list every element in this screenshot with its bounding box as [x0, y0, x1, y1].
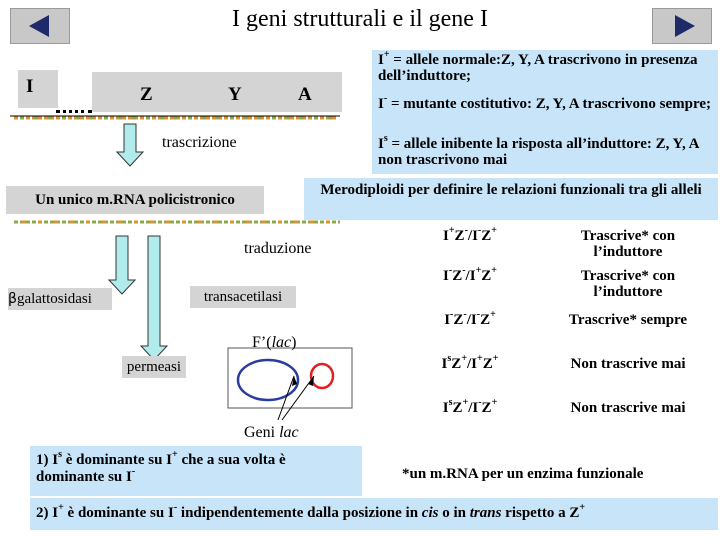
- gene-i-label: I: [26, 76, 34, 97]
- permeasi-box: [122, 356, 186, 378]
- transacetilasi-label: transacetilasi: [203, 289, 283, 305]
- transacetilasi-box: [190, 286, 296, 308]
- table-row-2-genotype: I-Z-/I+Z+: [443, 265, 497, 284]
- geni-lac-label: Geni lac: [244, 424, 299, 441]
- table-row-1-genotype: I+Z-/I-Z+: [443, 225, 497, 244]
- permeasi-label: permeasi: [126, 359, 182, 375]
- table-row-4-result: Non trascrive mai: [570, 356, 686, 372]
- page-title: I geni strutturali e il gene I: [232, 6, 488, 32]
- beta-symbol: β: [8, 291, 17, 307]
- gene-z-label: Z: [140, 84, 153, 105]
- table-row-4-genotype: $I^sZ^+/I^+Z^+$: [441, 353, 499, 372]
- table-row-3-genotype: I-Z-/I-Z+: [444, 309, 496, 328]
- merodiploidi-box: [304, 178, 718, 220]
- allele-i-s: $I^s$ = allele inibente la risposta all’induttore: Z, Y, A non trascrivono mai: [372, 132, 718, 174]
- allele-i-plus: I+ = allele normale:Z, Y, A trascrivono in presenza dell’induttore;: [372, 50, 718, 92]
- allele-i-minus: I- = mutante costitutivo: Z, Y, A trascrivono sempre;: [372, 92, 718, 132]
- table-row-5-genotype: $I^sZ^+/I^-Z^+$: [442, 397, 498, 416]
- gene-a-label: A: [298, 84, 312, 105]
- table-row-1-result: Trascrive* con l’induttore: [580, 228, 676, 260]
- gene-y-label: Y: [228, 84, 242, 105]
- transcription-label: trascrizione: [162, 134, 237, 151]
- note-2: 2) I+ è dominante su I- indipendentemente dalla posizione in cis o in trans rispetto a Z+: [30, 498, 718, 530]
- footnote: *un m.RNA per un enzima funzionale: [402, 466, 644, 482]
- note-1: 1) $I^s$ è dominante su I+ che a sua volta è dominante su I-: [30, 446, 362, 496]
- table-row-3-result: Trascrive* sempre: [568, 312, 688, 328]
- mrna-label: Un unico m.RNA policistronico: [35, 192, 235, 208]
- f-lac-label: F’(lac): [252, 334, 297, 351]
- mrna-box: [6, 186, 264, 214]
- table-row-5-result: Non trascrive mai: [570, 400, 686, 416]
- galattosidasi-box: [8, 288, 112, 310]
- merodiploidi-label: Merodiploidi per definire le relazioni funzionali tra gli alleli: [320, 182, 702, 198]
- translation-label: traduzione: [244, 240, 312, 257]
- galattosidasi-label: galattosidasi: [16, 291, 92, 307]
- table-row-2-result: Trascrive* con l’induttore: [580, 268, 676, 300]
